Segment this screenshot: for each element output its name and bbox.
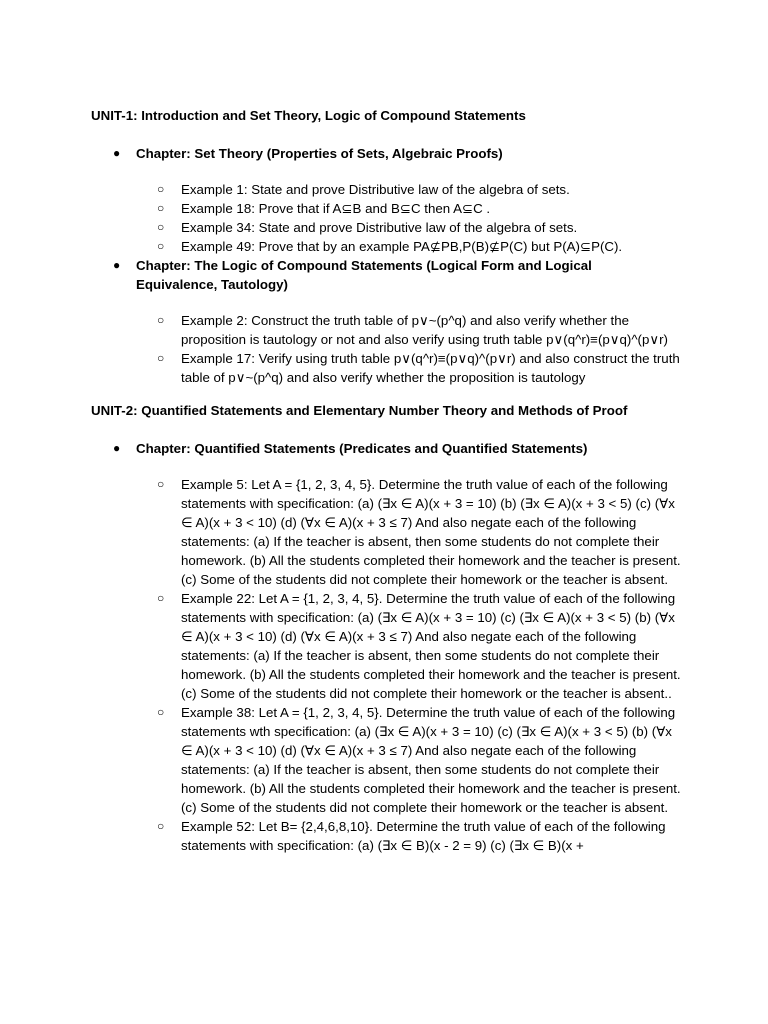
chapter-title: Chapter: Quantified Statements (Predicates and Quantified Statements) — [136, 441, 588, 456]
list-item — [91, 817, 681, 855]
hollow-bullet-icon: ○ — [157, 477, 165, 491]
unit-heading: UNIT-2: Quantified Statements and Elementary Number Theory and Methods of Proof — [91, 403, 628, 418]
example-text: Example 2: Construct the truth table of p∨~(p^q) and also verify whether the proposition is tautology or not and also verify using truth table p∨(q^r)≡(p∨q)^(p∨r) — [181, 313, 668, 347]
document-page — [91, 106, 691, 855]
bullet-icon: ● — [113, 146, 121, 160]
example-text: Example 52: Let B= {2,4,6,8,10}. Determine the truth value of each of the following statements with specification: (a) (∃x ∈ B)(x - 2 = 9) (c) (∃x ∈ B)(x + — [181, 819, 666, 853]
hollow-bullet-icon: ○ — [157, 239, 165, 253]
hollow-bullet-icon: ○ — [157, 201, 165, 215]
chapter-item — [91, 256, 691, 294]
hollow-bullet-icon: ○ — [157, 220, 165, 234]
chapter-item — [91, 439, 691, 458]
list-item — [91, 311, 681, 349]
list-item — [91, 237, 681, 256]
list-item — [91, 199, 681, 218]
bullet-icon: ● — [113, 258, 121, 272]
hollow-bullet-icon: ○ — [157, 182, 165, 196]
unit-heading: UNIT-1: Introduction and Set Theory, Logic of Compound Statements — [91, 108, 526, 123]
list-item — [91, 703, 681, 817]
hollow-bullet-icon: ○ — [157, 705, 165, 719]
list-item — [91, 589, 681, 703]
hollow-bullet-icon: ○ — [157, 313, 165, 327]
chapter-title: Chapter: The Logic of Compound Statements (Logical Form and Logical Equivalence, Tautology) — [136, 258, 592, 292]
example-text: Example 17: Verify using truth table p∨(q^r)≡(p∨q)^(p∨r) and also construct the truth table of p∨~(p^q) and also verify whether the proposition is tautology — [181, 351, 680, 385]
list-item — [91, 349, 681, 387]
example-text: Example 1: State and prove Distributive law of the algebra of sets. — [181, 182, 570, 197]
hollow-bullet-icon: ○ — [157, 591, 165, 605]
hollow-bullet-icon: ○ — [157, 351, 165, 365]
list-item — [91, 218, 681, 237]
list-item — [91, 180, 681, 199]
example-text: Example 22: Let A = {1, 2, 3, 4, 5}. Determine the truth value of each of the following statements with specification: (a) (∃x ∈ A)(x + 3 = 10) (c) (∃x ∈ A)(x + 3 < 5) (b) (∀x ∈ A)(x + 3 < 10) (d) (∀x ∈ A)(x + 3 ≤ 7) And also negate each of the following statements: (a) If the teacher is absent, then some students do not complete their homework. (b) All the students completed their homework and the teacher is present. (c) Some of the students did not complete their homework or the teacher is absent.. — [181, 591, 681, 701]
example-text: Example 34: State and prove Distributive law of the algebra of sets. — [181, 220, 578, 235]
hollow-bullet-icon: ○ — [157, 819, 165, 833]
example-text: Example 5: Let A = {1, 2, 3, 4, 5}. Determine the truth value of each of the following statements with specification: (a) (∃x ∈ A)(x + 3 = 10) (b) (∃x ∈ A)(x + 3 < 5) (c) (∀x ∈ A)(x + 3 < 10) (d) (∀x ∈ A)(x + 3 ≤ 7) And also negate each of the following statements: (a) If the teacher is absent, then some students do not complete their homework. (b) All the students completed their homework and the teacher is present. (c) Some of the students did not complete their homework or the teacher is absent. — [181, 477, 681, 587]
example-list — [91, 475, 691, 855]
example-text: Example 18: Prove that if A⊆B and B⊆C then A⊆C . — [181, 201, 491, 216]
list-item — [91, 475, 681, 589]
example-text: Example 38: Let A = {1, 2, 3, 4, 5}. Determine the truth value of each of the following statements wth specification: (a) (∃x ∈ A)(x + 3 = 10) (c) (∃x ∈ A)(x + 3 < 5) (b) (∀x ∈ A)(x + 3 < 10) (d) (∀x ∈ A)(x + 3 ≤ 7) And also negate each of the following statements: (a) If the teacher is absent, then some students do not complete their homework. (b) All the students completed their homework and the teacher is present. (c) Some of the students did not complete their homework or the teacher is absent. — [181, 705, 681, 815]
example-list — [91, 311, 691, 387]
example-text: Example 49: Prove that by an example PA⊈PB,P(B)⊈P(C) but P(A)⊆P(C). — [181, 239, 623, 254]
chapter-item — [91, 144, 691, 163]
example-list — [91, 180, 691, 256]
bullet-icon: ● — [113, 441, 121, 455]
chapter-title: Chapter: Set Theory (Properties of Sets, Algebraic Proofs) — [136, 146, 503, 161]
